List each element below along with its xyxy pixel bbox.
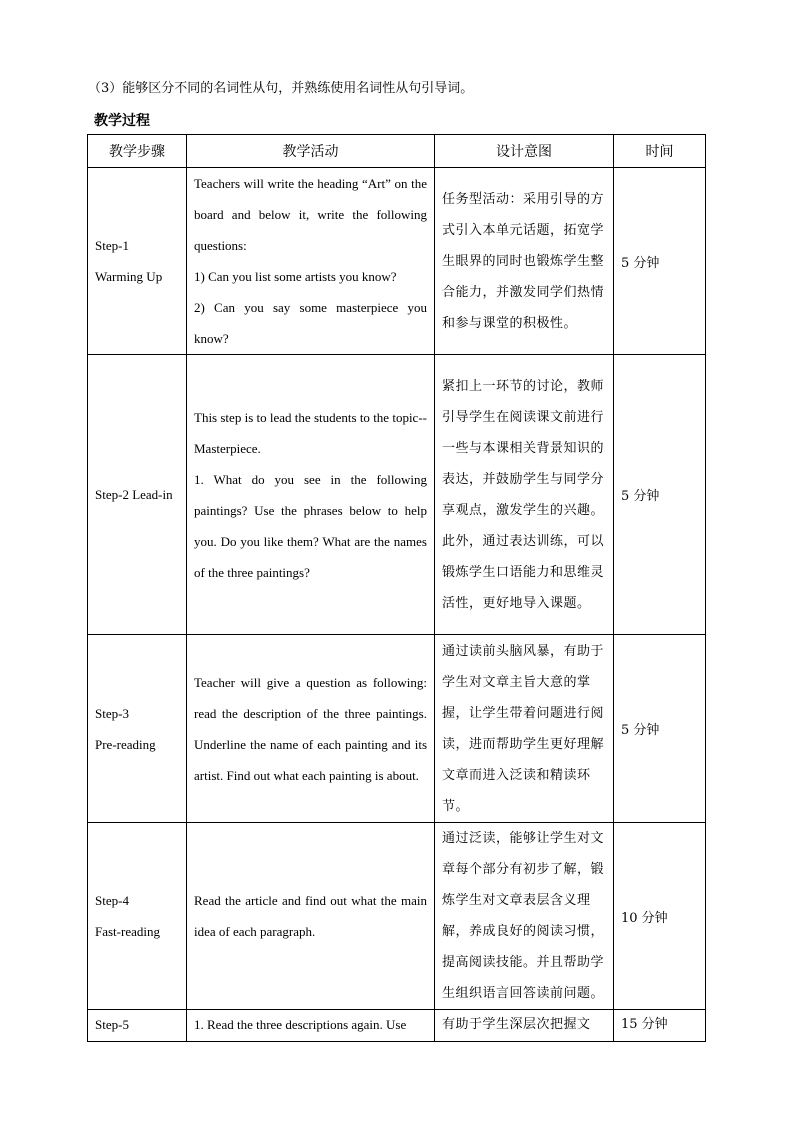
table-header-row	[88, 135, 706, 168]
time-cell: 5 分钟	[614, 635, 706, 823]
section-title: 教学过程	[94, 113, 150, 129]
header-activity: 教学活动	[187, 135, 435, 168]
header-time: 时间	[614, 135, 706, 168]
step-cell	[88, 355, 187, 635]
intro-line: （3）能够区分不同的名词性从句，并熟练使用名词性从句引导词。	[88, 81, 474, 96]
activity-cell	[187, 823, 435, 1010]
activity-text: Teachers will write the heading “Art” on the board and below it, write the following questions:	[194, 176, 427, 253]
intent-cell: 通过读前头脑风暴，有助于学生对文章主旨大意的掌握，让学生带着问题进行阅读，进而帮助学生更好理解文章而进入泛读和精读环节。	[435, 635, 614, 823]
time-cell: 10 分钟	[614, 823, 706, 1010]
header-intent: 设计意图	[435, 135, 614, 168]
teaching-process-table	[87, 134, 706, 1042]
intent-cell: 紧扣上一环节的讨论，教师引导学生在阅读课文前进行一些与本课相关背景知识的表达，并鼓励学生与同学分享观点，激发学生的兴趣。此外，通过表达训练，可以锻炼学生口语能力和思维灵活性，更好地导入课题。	[435, 355, 614, 635]
step-label: Step-2 Lead-in	[95, 487, 173, 502]
intent-cell: 通过泛读，能够让学生对文章每个部分有初步了解，锻炼学生对文章表层含义理解，养成良好的阅读习惯，提高阅读技能。并且帮助学生组织语言回答读前问题。	[435, 823, 614, 1010]
activity-cell	[187, 635, 435, 823]
activity-text: 2) Can you say some masterpiece you know?	[194, 300, 427, 346]
step-label: Step-5	[95, 1017, 129, 1032]
step-label: Step-4	[95, 893, 129, 908]
activity-text: 1. Read the three descriptions again. Use	[194, 1017, 407, 1032]
activity-cell	[187, 355, 435, 635]
step-name: Fast-reading	[95, 924, 160, 939]
step-cell	[88, 1010, 187, 1042]
activity-cell	[187, 168, 435, 355]
step-name: Pre-reading	[95, 736, 156, 752]
time-cell: 15 分钟	[614, 1010, 706, 1042]
activity-text: 1. What do you see in the following paintings? Use the phrases below to help you. Do you like them? What are the names of the three paintings?	[194, 471, 427, 580]
activity-text: This step is to lead the students to the topic--Masterpiece.	[194, 409, 427, 456]
step-label: Step-1	[95, 238, 129, 253]
intent-cell: 有助于学生深层次把握文	[435, 1010, 614, 1042]
activity-text: 1) Can you list some artists you know?	[194, 269, 397, 284]
table-row	[88, 1010, 706, 1042]
time-cell: 5 分钟	[614, 355, 706, 635]
table-row	[88, 168, 706, 355]
header-step: 教学步骤	[88, 135, 187, 168]
time-cell: 5 分钟	[614, 168, 706, 355]
step-label: Step-3	[95, 705, 129, 721]
table-row	[88, 635, 706, 823]
activity-text: Teacher will give a question as following: read the description of the three paintings. Underline the name of each painting and its artist. Find out what each painting is about.	[194, 674, 427, 783]
step-cell	[88, 635, 187, 823]
step-cell	[88, 168, 187, 355]
activity-cell	[187, 1010, 435, 1042]
step-cell	[88, 823, 187, 1010]
intent-cell: 任务型活动：采用引导的方式引入本单元话题，拓宽学生眼界的同时也锻炼学生整合能力，并激发同学们热情和参与课堂的积极性。	[435, 168, 614, 355]
step-name: Warming Up	[95, 269, 163, 284]
activity-text: Read the article and find out what the main idea of each paragraph.	[194, 893, 427, 939]
table-row	[88, 823, 706, 1010]
table-row	[88, 355, 706, 635]
